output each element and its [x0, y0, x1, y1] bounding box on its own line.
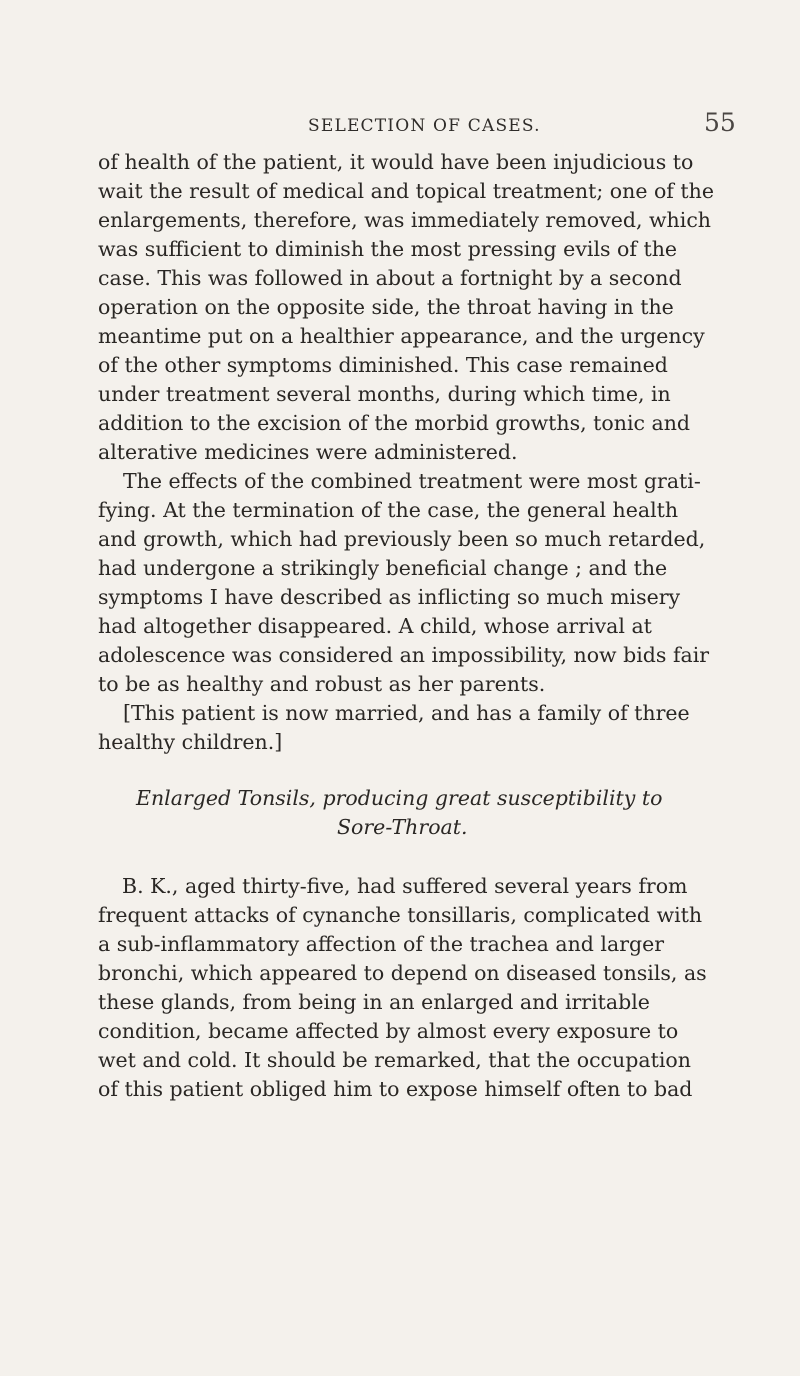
- text-line: a sub-inflammatory affection of the trachea and larger: [98, 932, 665, 956]
- text-line: of health of the patient, it would have been injudicious to: [98, 150, 694, 174]
- text-line: had altogether disappeared. A child, whose arrival at: [98, 614, 652, 638]
- text-line: to be as healthy and robust as her parents.: [98, 672, 546, 696]
- text-line: under treatment several months, during which time, in: [98, 382, 671, 406]
- text-line: operation on the opposite side, the throat having in the: [98, 295, 674, 319]
- text-line: case. This was followed in about a fortnight by a second: [98, 266, 682, 290]
- page-number: 55: [704, 108, 736, 137]
- text-line: these glands, from being in an enlarged and irritable: [98, 990, 650, 1014]
- text-line: [This patient is now married, and has a family of three: [123, 701, 690, 725]
- text-line: meantime put on a healthier appearance, and the urgency: [98, 324, 705, 348]
- running-head: [0, 108, 800, 142]
- text-line: symptoms I have described as inflicting so much misery: [98, 585, 681, 609]
- text-line: frequent attacks of cynanche tonsillaris, complicated with: [98, 903, 703, 927]
- text-line: The effects of the combined treatment were most grati-: [123, 469, 701, 493]
- text-line: was sufficient to diminish the most pressing evils of the: [98, 237, 678, 261]
- text-line: condition, became affected by almost every exposure to: [98, 1019, 679, 1043]
- text-line: B. K., aged thirty-five, had suffered several years from: [122, 874, 688, 898]
- text-line: bronchi, which appeared to depend on diseased tonsils, as: [98, 961, 707, 985]
- text-line: alterative medicines were administered.: [98, 440, 518, 464]
- text-line: addition to the excision of the morbid growths, tonic and: [98, 411, 691, 435]
- running-title: SELECTION OF CASES.: [308, 116, 541, 136]
- text-line: had undergone a strikingly beneficial change ; and the: [98, 556, 668, 580]
- text-line: healthy children.]: [98, 730, 283, 754]
- text-line: wet and cold. It should be remarked, that the occupation: [98, 1048, 691, 1072]
- text-line: of this patient obliged him to expose himself often to bad: [98, 1077, 693, 1101]
- section-heading: Enlarged Tonsils, producing great susceptibility to: [136, 786, 663, 810]
- text-line: of the other symptoms diminished. This case remained: [98, 353, 668, 377]
- text-line: adolescence was considered an impossibility, now bids fair: [98, 643, 710, 667]
- section-heading: Sore-Throat.: [337, 815, 468, 839]
- text-line: fying. At the termination of the case, the general health: [98, 498, 679, 522]
- text-line: and growth, which had previously been so much retarded,: [98, 527, 706, 551]
- text-line: wait the result of medical and topical treatment; one of the: [98, 179, 714, 203]
- text-line: enlargements, therefore, was immediately removed, which: [98, 208, 711, 232]
